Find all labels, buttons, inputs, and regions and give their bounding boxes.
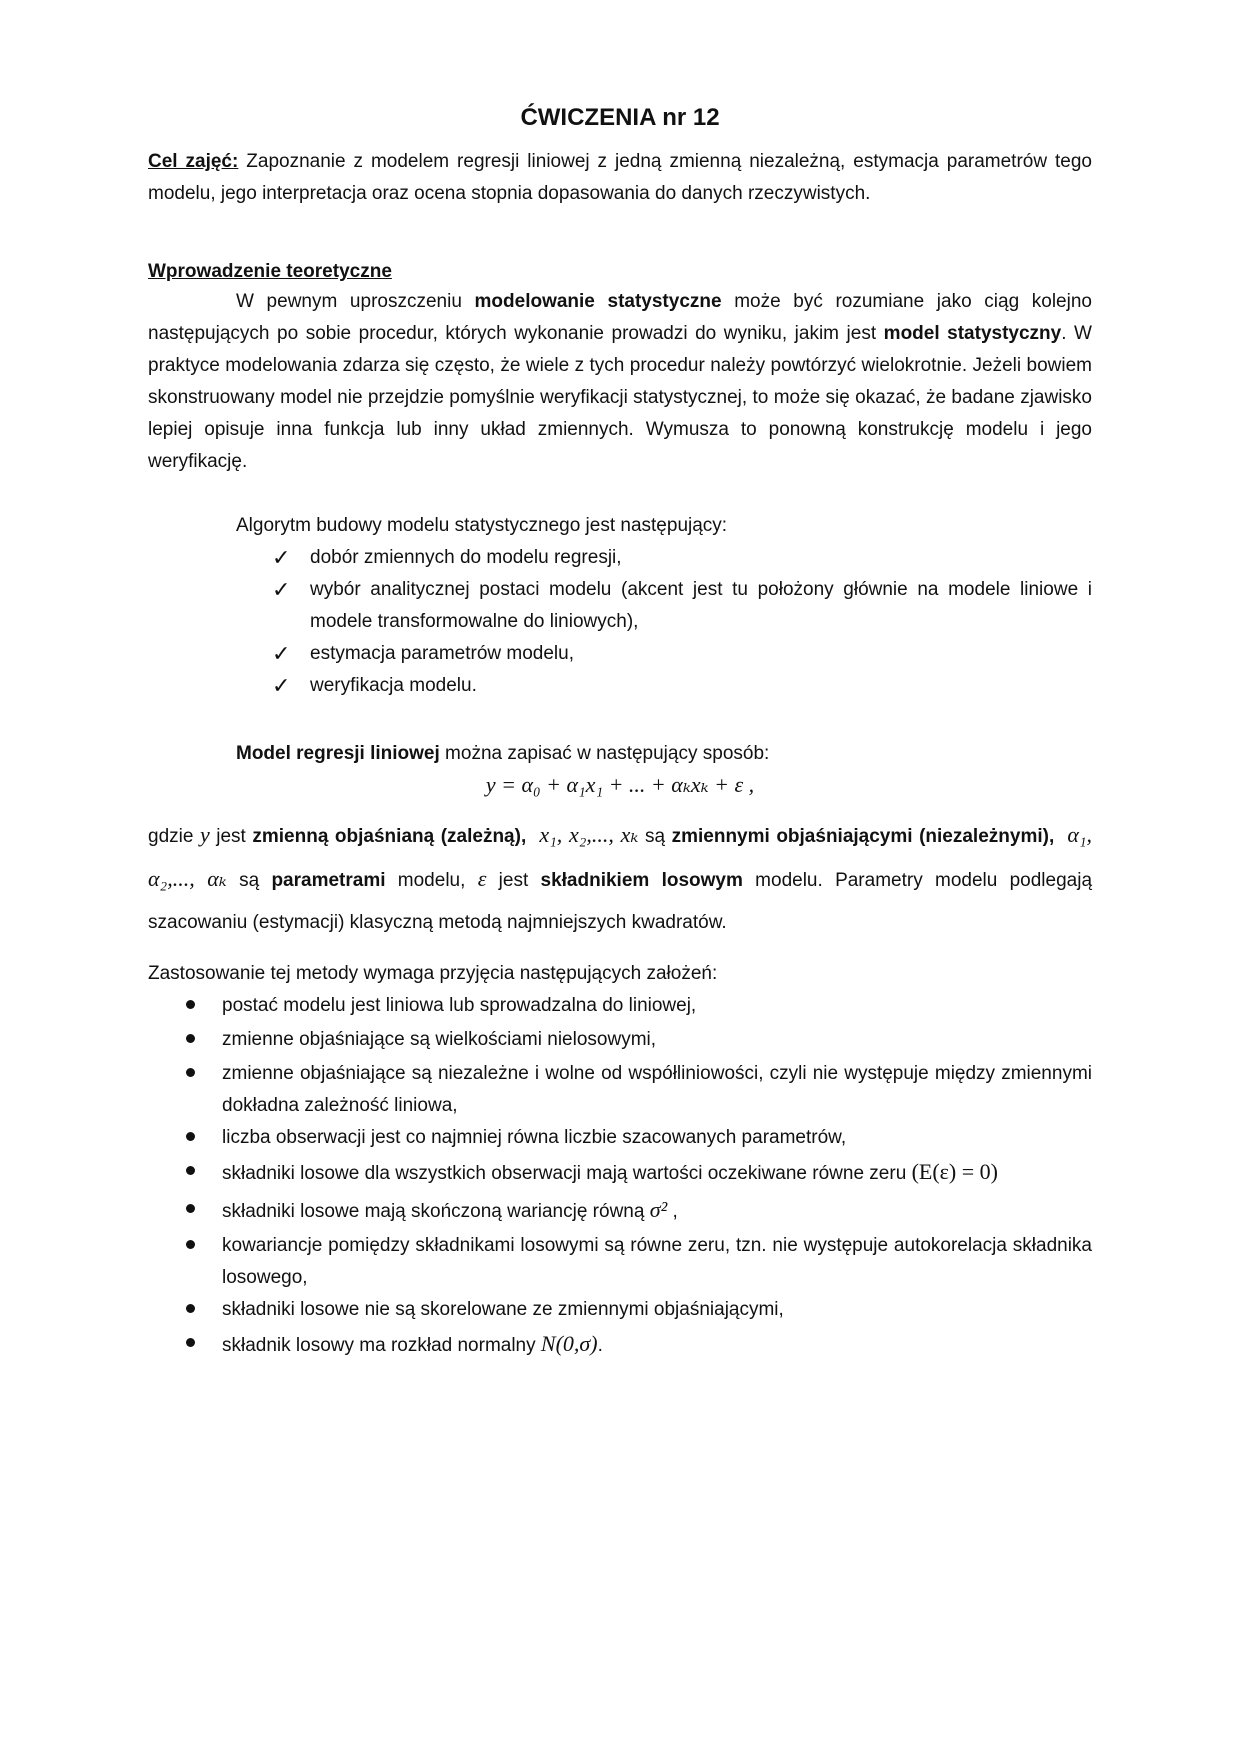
def-text: jest [209,826,253,847]
check-icon: ✓ [272,577,291,602]
list-item-text: estymacja parametrów modelu, [310,643,574,664]
algorithm-intro: Algorytm budowy modelu statystycznego jest następujący: [236,515,728,536]
term-independent-variables: zmiennymi objaśniającymi (niezależnymi), [671,826,1055,847]
def-text: jest [486,870,541,891]
math-variance: σ² [649,1197,668,1222]
def-text: są [226,870,272,891]
def-text: gdzie [148,826,200,847]
def-text: modelu, [385,870,478,891]
check-icon: ✓ [272,641,291,666]
math-expectation: (E(ε) = 0) [911,1159,998,1184]
math-normal: N(0,σ) [540,1331,598,1356]
list-item-text: składniki losowe nie są skorelowane ze zmiennymi objaśniającymi, [222,1299,784,1320]
term-dependent-variable: zmienną objaśnianą (zależną), [252,826,527,847]
check-icon: ✓ [272,545,291,570]
bullet-icon [186,1122,200,1136]
list-item-text-part: składnik losowy ma rozkład normalny [222,1335,536,1356]
list-item-text-part: . [597,1335,603,1356]
page-title: ĆWICZENIA nr 12 [520,104,720,131]
math-y: y [199,822,210,847]
model-lead [236,738,1092,770]
list-item-text-part: , [667,1201,678,1222]
intro-text-3: . W praktyce modelowania zdarza się często, że wiele z tych procedur należy powtórzyć wielokrotnie. Jeżeli bowiem skonstruowany model nie przejdzie pomyślnie weryfikacji statystycznej, to może się okazać, że badane zjawisko lepiej opisuje inna funkcja lub inny układ zmiennych. Wymusza to ponowną konstrukcję modelu i jego weryfikację. [148,323,1092,472]
list-item-text-part: składniki losowe mają skończoną wariancję równą [222,1201,645,1222]
list-item-text: zmienne objaśniające są wielkościami nielosowymi, [222,1029,657,1050]
goal-paragraph [148,146,1092,210]
term-parameters: parametrami [271,870,386,891]
goal-text: Zapoznanie z modelem regresji liniowej z jedną zmienną niezależną, estymacja parametrów tego modelu, jego interpretacja oraz ocena stopnia dopasowania do danych rzeczywistych. [148,151,1093,204]
list-item-text [222,1194,1092,1228]
bullet-icon [186,1058,200,1072]
intro-paragraph [148,286,1092,478]
bullet-icon [186,1024,200,1038]
list-item-text [222,1156,1092,1190]
list-item-text-part: składniki losowe dla wszystkich obserwacji mają wartości oczekiwane równe zeru [222,1163,907,1184]
math-epsilon: ε [477,866,487,891]
list-item-text: liczba obserwacji jest co najmniej równa liczbie szacowanych parametrów, [222,1127,847,1148]
list-item-text: wybór analitycznej postaci modelu (akcent jest tu położony głównie na modele liniowe i modele transformowalne do liniowych), [310,579,1092,632]
bullet-icon [186,1328,200,1342]
math-x-vars: x₁, x₂,..., xₖ [539,822,639,847]
bullet-icon [186,1194,200,1208]
list-item-text: weryfikacja modelu. [310,675,477,696]
assumptions-intro: Zastosowanie tej metody wymaga przyjęcia następujących założeń: [148,963,718,984]
math-alphas: α₁, α₂,..., αₖ [148,822,1093,891]
model-term: Model regresji liniowej [236,743,440,764]
bullet-icon [186,990,200,1004]
section-heading [148,256,1092,288]
intro-text-2: może być rozumiane jako ciąg kolejno następujących po sobie procedur, których wykonanie prowadzi do wyniku, jakim jest [148,291,1092,344]
model-lead-text: można zapisać w następujący sposób: [439,743,770,764]
bullet-icon [186,1156,200,1170]
check-icon: ✓ [272,673,291,698]
bullet-icon [186,1294,200,1308]
bullet-icon [186,1230,200,1244]
list-item-text: postać modelu jest liniowa lub sprowadzalna do liniowej, [222,995,697,1016]
goal-label: Cel zajęć: [148,151,239,172]
intro-text-1: W pewnym uproszczeniu [236,291,475,312]
model-definition-paragraph [148,814,1092,944]
list-item-text [222,1328,1092,1362]
list-item-text: zmienne objaśniające są niezależne i wolne od współliniowości, czyli nie występuje między zmiennymi dokładna zależność liniowa, [222,1063,1092,1116]
intro-term-model: model statystyczny [883,323,1062,344]
intro-term-modeling: modelowanie statystyczne [474,291,722,312]
list-item-text: kowariancje pomiędzy składnikami losowymi są równe zeru, tzn. nie występuje autokorelacja składnika losowego, [222,1235,1092,1288]
list-item-text: dobór zmiennych do modelu regresji, [310,547,622,568]
term-random-component: składnikiem losowym [540,870,743,891]
def-text: modelu. Parametry modelu podlegają szacowaniu (estymacji) klasyczną metodą najmniejszych kwadratów. [148,870,1093,933]
def-text: są [638,826,672,847]
section-heading-text: Wprowadzenie teoretyczne [148,261,392,282]
regression-formula: y = α₀ + α₁x₁ + ... + αₖxₖ + ε , [485,772,755,797]
